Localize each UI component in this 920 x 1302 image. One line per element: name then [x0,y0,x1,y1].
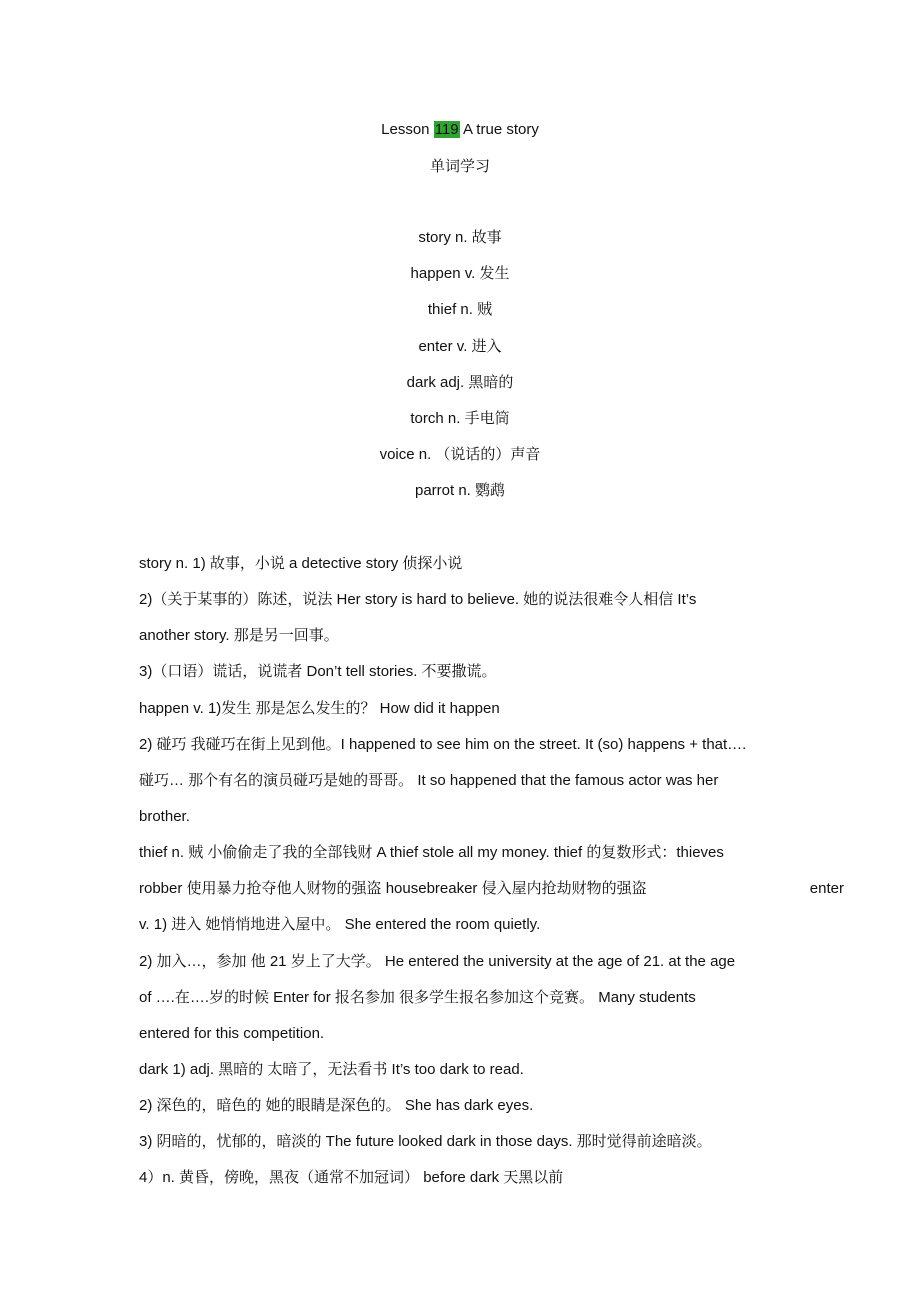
explanation-body [139,554,844,1205]
text-line: story n. 1) 故事，小说 a detective story 侦探小说 [139,555,463,572]
vocab-item: voice n. （说话的）声音 [379,446,541,464]
text-line: 2) 深色的，暗色的 她的眼睛是深色的。 She has dark eyes. [139,1097,534,1115]
text-line: entered for this competition. [139,1024,325,1042]
vocabulary-list [0,228,920,518]
vocab-item: dark adj. 黑暗的 [406,373,514,391]
text-line-left: robber 使用暴力抢夺他人财物的强盗 housebreaker 侵入屋内抢劫财物的强盗 [139,880,647,898]
vocab-item: enter v. 进入 [418,337,502,355]
section-subtitle: 单词学习 [429,158,490,175]
text-line: 3)（口语）谎话，说谎者 Don’t tell stories. 不要撒谎。 [139,663,497,681]
title-suffix: A true story [459,121,539,138]
text-line: of ….在….岁的时候 Enter for 报名参加 很多学生报名参加这个竞赛。 Many students [139,988,696,1006]
vocab-item: parrot n. 鹦鹉 [414,482,506,500]
text-line: 4）n. 黄昏，傍晚，黑夜（通常不加冠词） before dark 天黑以前 [139,1169,564,1187]
text-line: brother. [139,807,190,825]
lesson-title [0,120,920,140]
text-line: another story. 那是另一回事。 [139,627,339,645]
text-line: v. 1) 进入 她悄悄地进入屋中。 She entered the room quietly. [139,916,541,934]
vocab-item: torch n. 手电筒 [410,409,510,427]
text-line: 3) 阴暗的，忧郁的，暗淡的 The future looked dark in those days. 那时觉得前途暗淡。 [139,1133,712,1151]
text-line-right: enter [809,880,844,898]
text-line-split [139,879,844,915]
vocab-item: story n. 故事 [418,229,502,246]
text-line: 碰巧… 那个有名的演员碰巧是她的哥哥。 It so happened that the famous actor was her [139,771,719,789]
text-line: 2) 碰巧 我碰巧在街上见到他。I happened to see him on the street. It (so) happens + that…. [139,735,747,753]
text-line: dark 1) adj. 黑暗的 太暗了，无法看书 It’s too dark to read. [139,1060,524,1078]
text-line: thief n. 贼 小偷偷走了我的全部钱财 A thief stole all my money. thief 的复数形式：thieves [139,844,724,862]
text-line: 2) 加入…，参加 他 21 岁上了大学。 He entered the university at the age of 21. at the age [139,952,736,970]
title-prefix: Lesson [381,121,434,138]
vocab-item: thief n. 贼 [427,301,493,319]
vocab-item: happen v. 发生 [410,265,510,283]
text-line: happen v. 1)发生 那是怎么发生的？ How did it happen [139,699,500,717]
lesson-number-highlight: 119 [434,121,459,138]
text-line: 2)（关于某事的）陈述，说法 Her story is hard to believe. 她的说法很难令人相信 It’s [139,591,697,609]
